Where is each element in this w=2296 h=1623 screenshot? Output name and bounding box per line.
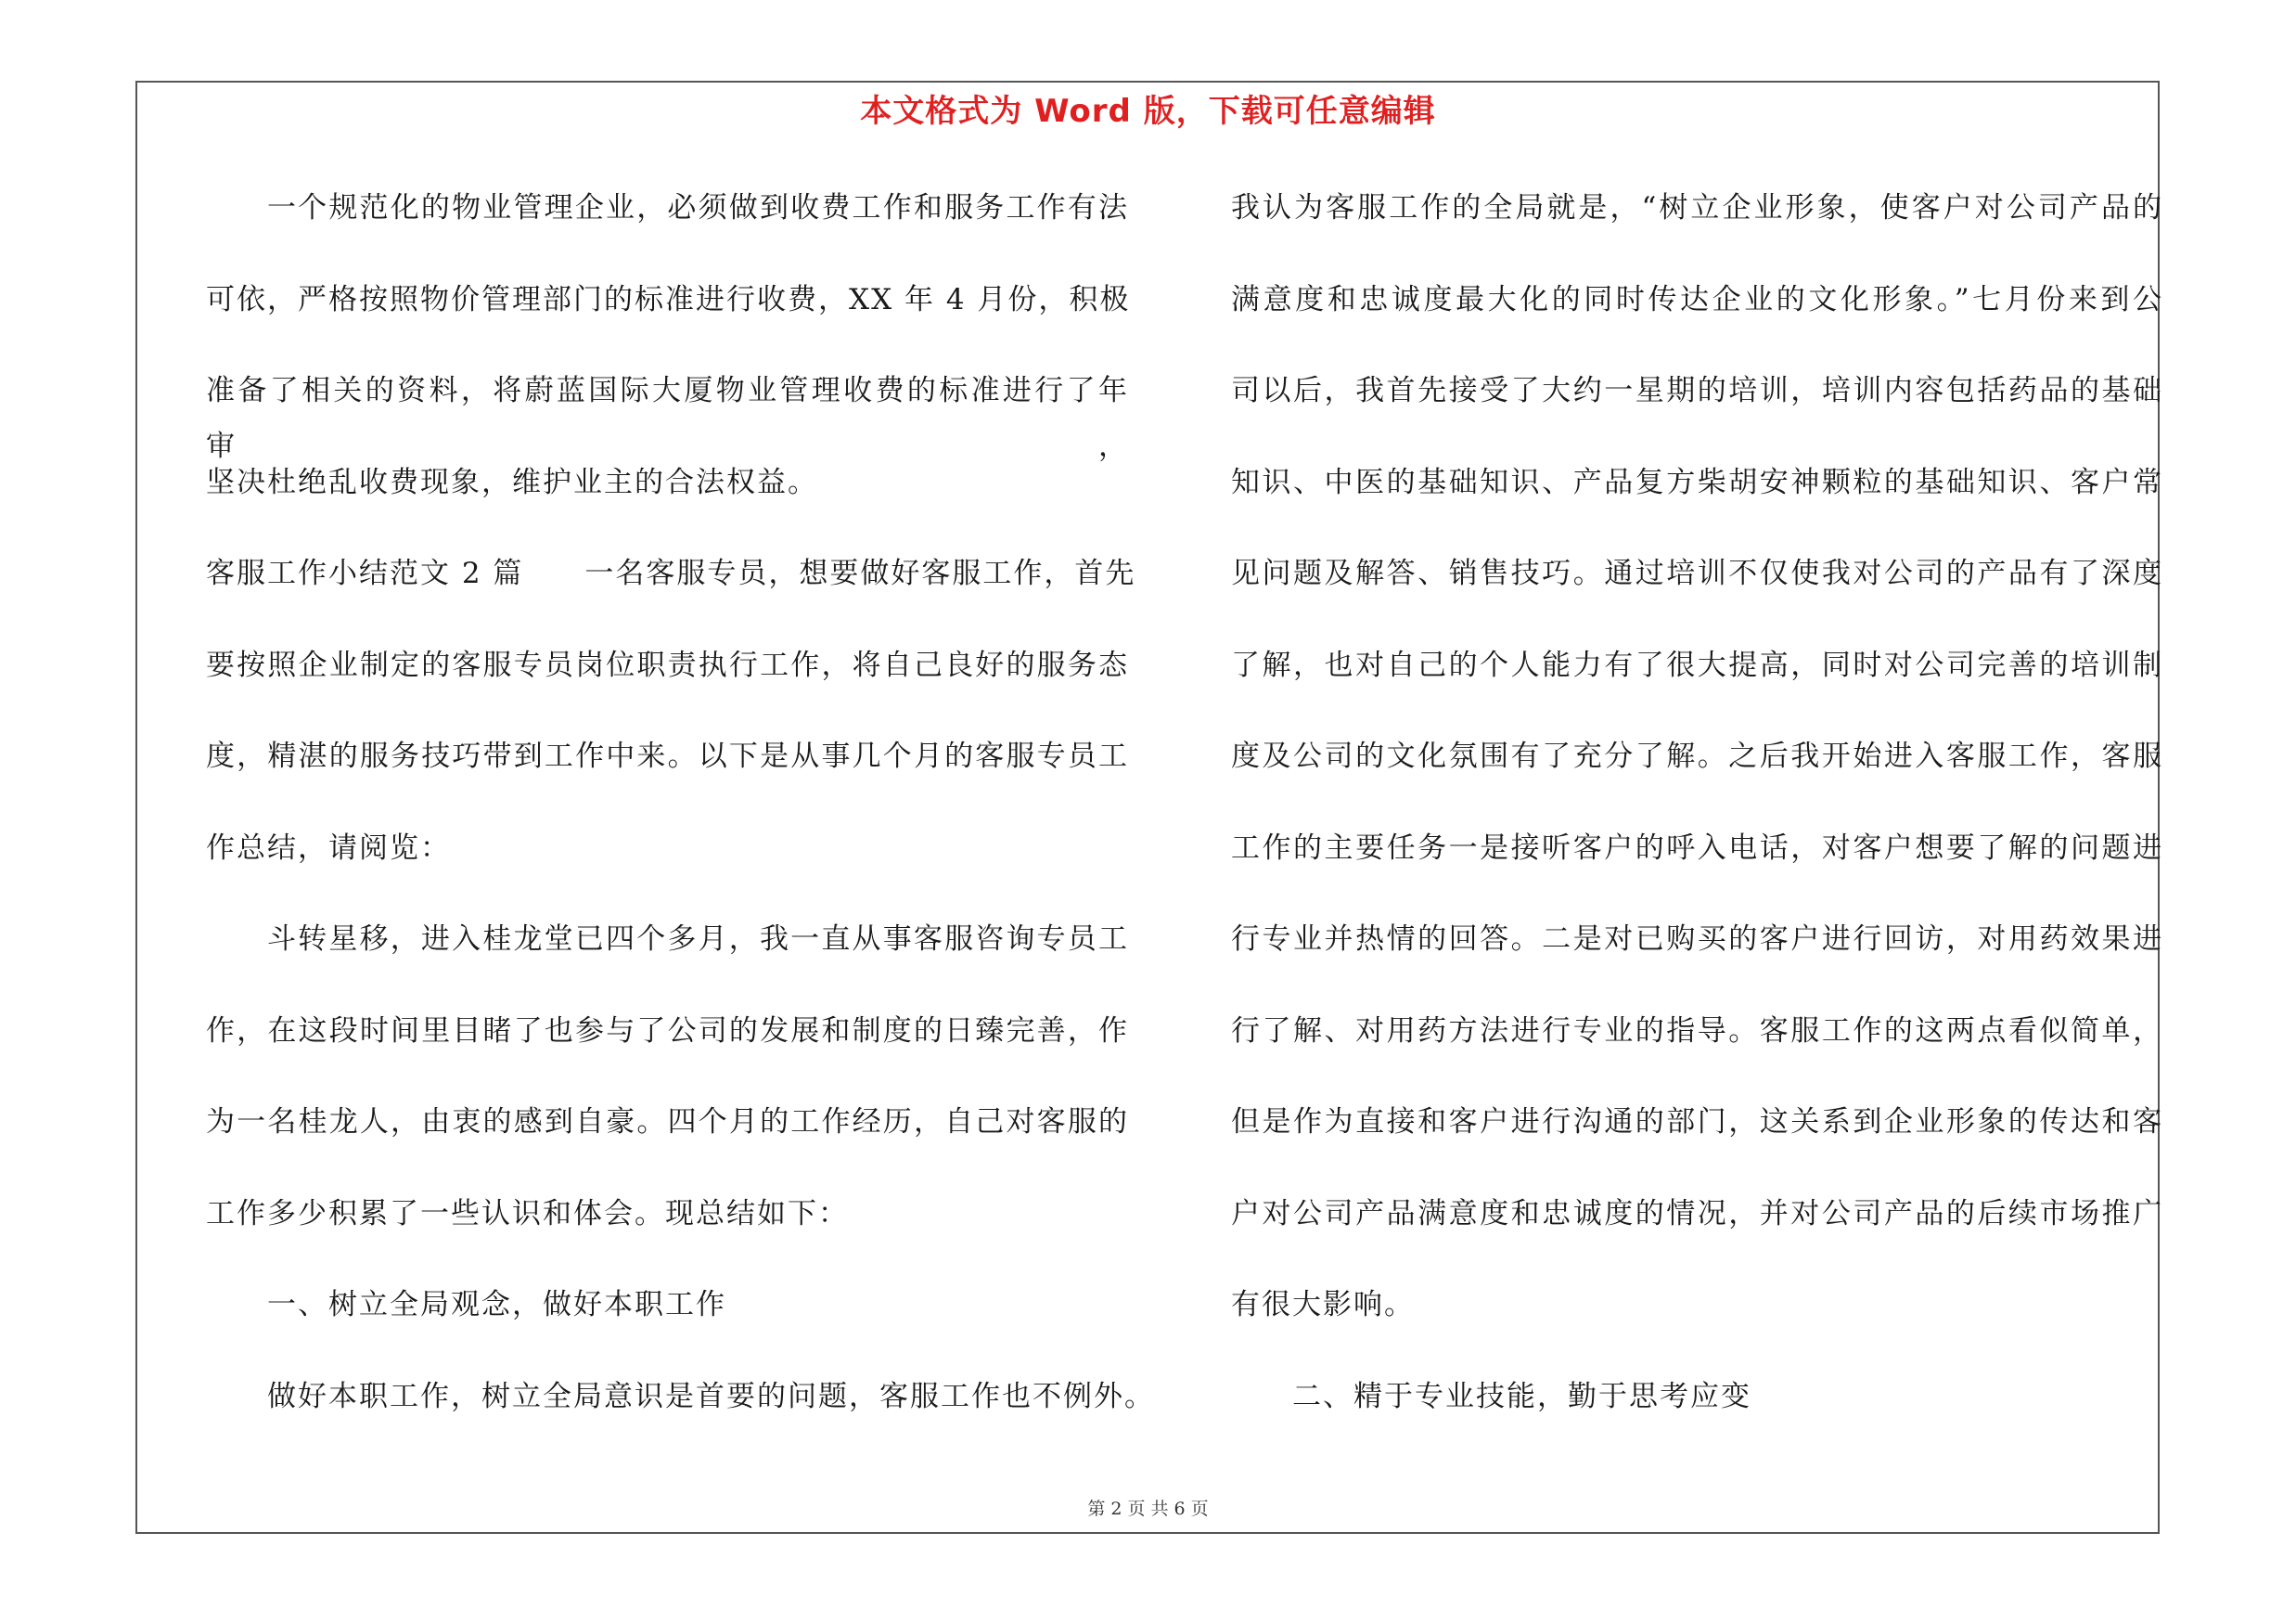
- right-column-line: 户对公司产品满意度和忠诚度的情况，并对公司产品的后续市场推广: [1231, 1196, 2163, 1230]
- right-column-line: 满意度和忠诚度最大化的同时传达企业的文化形象。”七月份来到公: [1231, 282, 2163, 316]
- right-column-line: 知识、中医的基础知识、产品复方柴胡安神颗粒的基础知识、客户常: [1231, 465, 2163, 499]
- right-column: [1231, 180, 2163, 1460]
- left-column-line: 要按照企业制定的客服专员岗位职责执行工作，将自己良好的服务态: [206, 648, 1129, 682]
- right-column-line: 行了解、对用药方法进行专业的指导。客服工作的这两点看似简单，: [1231, 1013, 2163, 1048]
- left-column-line: 坚决杜绝乱收费现象，维护业主的合法权益。: [206, 465, 818, 499]
- right-column-line: 见问题及解答、销售技巧。通过培训不仅使我对公司的产品有了深度: [1231, 557, 2163, 590]
- left-column-line: 度，精湛的服务技巧带到工作中来。以下是从事几个月的客服专员工: [206, 740, 1129, 773]
- left-column-line: 准备了相关的资料，将蔚蓝国际大厦物业管理收费的标准进行了年审，: [206, 374, 1129, 463]
- left-column: [206, 180, 1155, 1460]
- left-column-line: 为一名桂龙人，由衷的感到自豪。四个月的工作经历，自己对客服的: [206, 1105, 1129, 1139]
- right-column-line: 工作的主要任务一是接听客户的呼入电话，对客户想要了解的问题进: [1231, 831, 2163, 865]
- right-column-line: 了解，也对自己的个人能力有了很大提高，同时对公司完善的培训制: [1231, 648, 2163, 682]
- left-column-line: 作，在这段时间里目睹了也参与了公司的发展和制度的日臻完善，作: [206, 1013, 1129, 1048]
- right-column-line: 有很大影响。: [1231, 1288, 1415, 1321]
- page-number-footer: 第 2 页 共 6 页: [1087, 1499, 1209, 1519]
- left-column-line: 客服工作小结范文 2 篇 一名客服专员，想要做好客服工作，首先: [206, 557, 1136, 590]
- right-column-line: 但是作为直接和客户进行沟通的部门，这关系到企业形象的传达和客: [1231, 1105, 2163, 1139]
- left-column-line: 作总结，请阅览：: [206, 831, 451, 865]
- format-banner: 本文格式为 Word 版，下载可任意编辑: [860, 93, 1436, 130]
- right-column-line: 司以后，我首先接受了大约一星期的培训，培训内容包括药品的基础: [1231, 374, 2163, 407]
- right-column-line: 我认为客服工作的全局就是，“树立企业形象，使客户对公司产品的: [1231, 191, 2163, 225]
- left-column-line: 可依，严格按照物价管理部门的标准进行收费，XX 年 4 月份，积极: [206, 282, 1131, 316]
- right-column-line: 二、精于专业技能，勤于思考应变: [1292, 1379, 1751, 1413]
- left-column-line: 做好本职工作，树立全局意识是首要的问题，客服工作也不例外。: [267, 1379, 1155, 1413]
- right-column-line: 度及公司的文化氛围有了充分了解。之后我开始进入客服工作，客服: [1231, 740, 2163, 773]
- left-column-line: 斗转星移，进入桂龙堂已四个多月，我一直从事客服咨询专员工: [267, 922, 1129, 956]
- left-column-line: 一、树立全局观念，做好本职工作: [267, 1288, 726, 1321]
- right-column-line: 行专业并热情的回答。二是对已购买的客户进行回访，对用药效果进: [1231, 922, 2163, 956]
- left-column-line: 工作多少积累了一些认识和体会。现总结如下：: [206, 1196, 849, 1230]
- left-column-line: 一个规范化的物业管理企业，必须做到收费工作和服务工作有法: [267, 191, 1129, 225]
